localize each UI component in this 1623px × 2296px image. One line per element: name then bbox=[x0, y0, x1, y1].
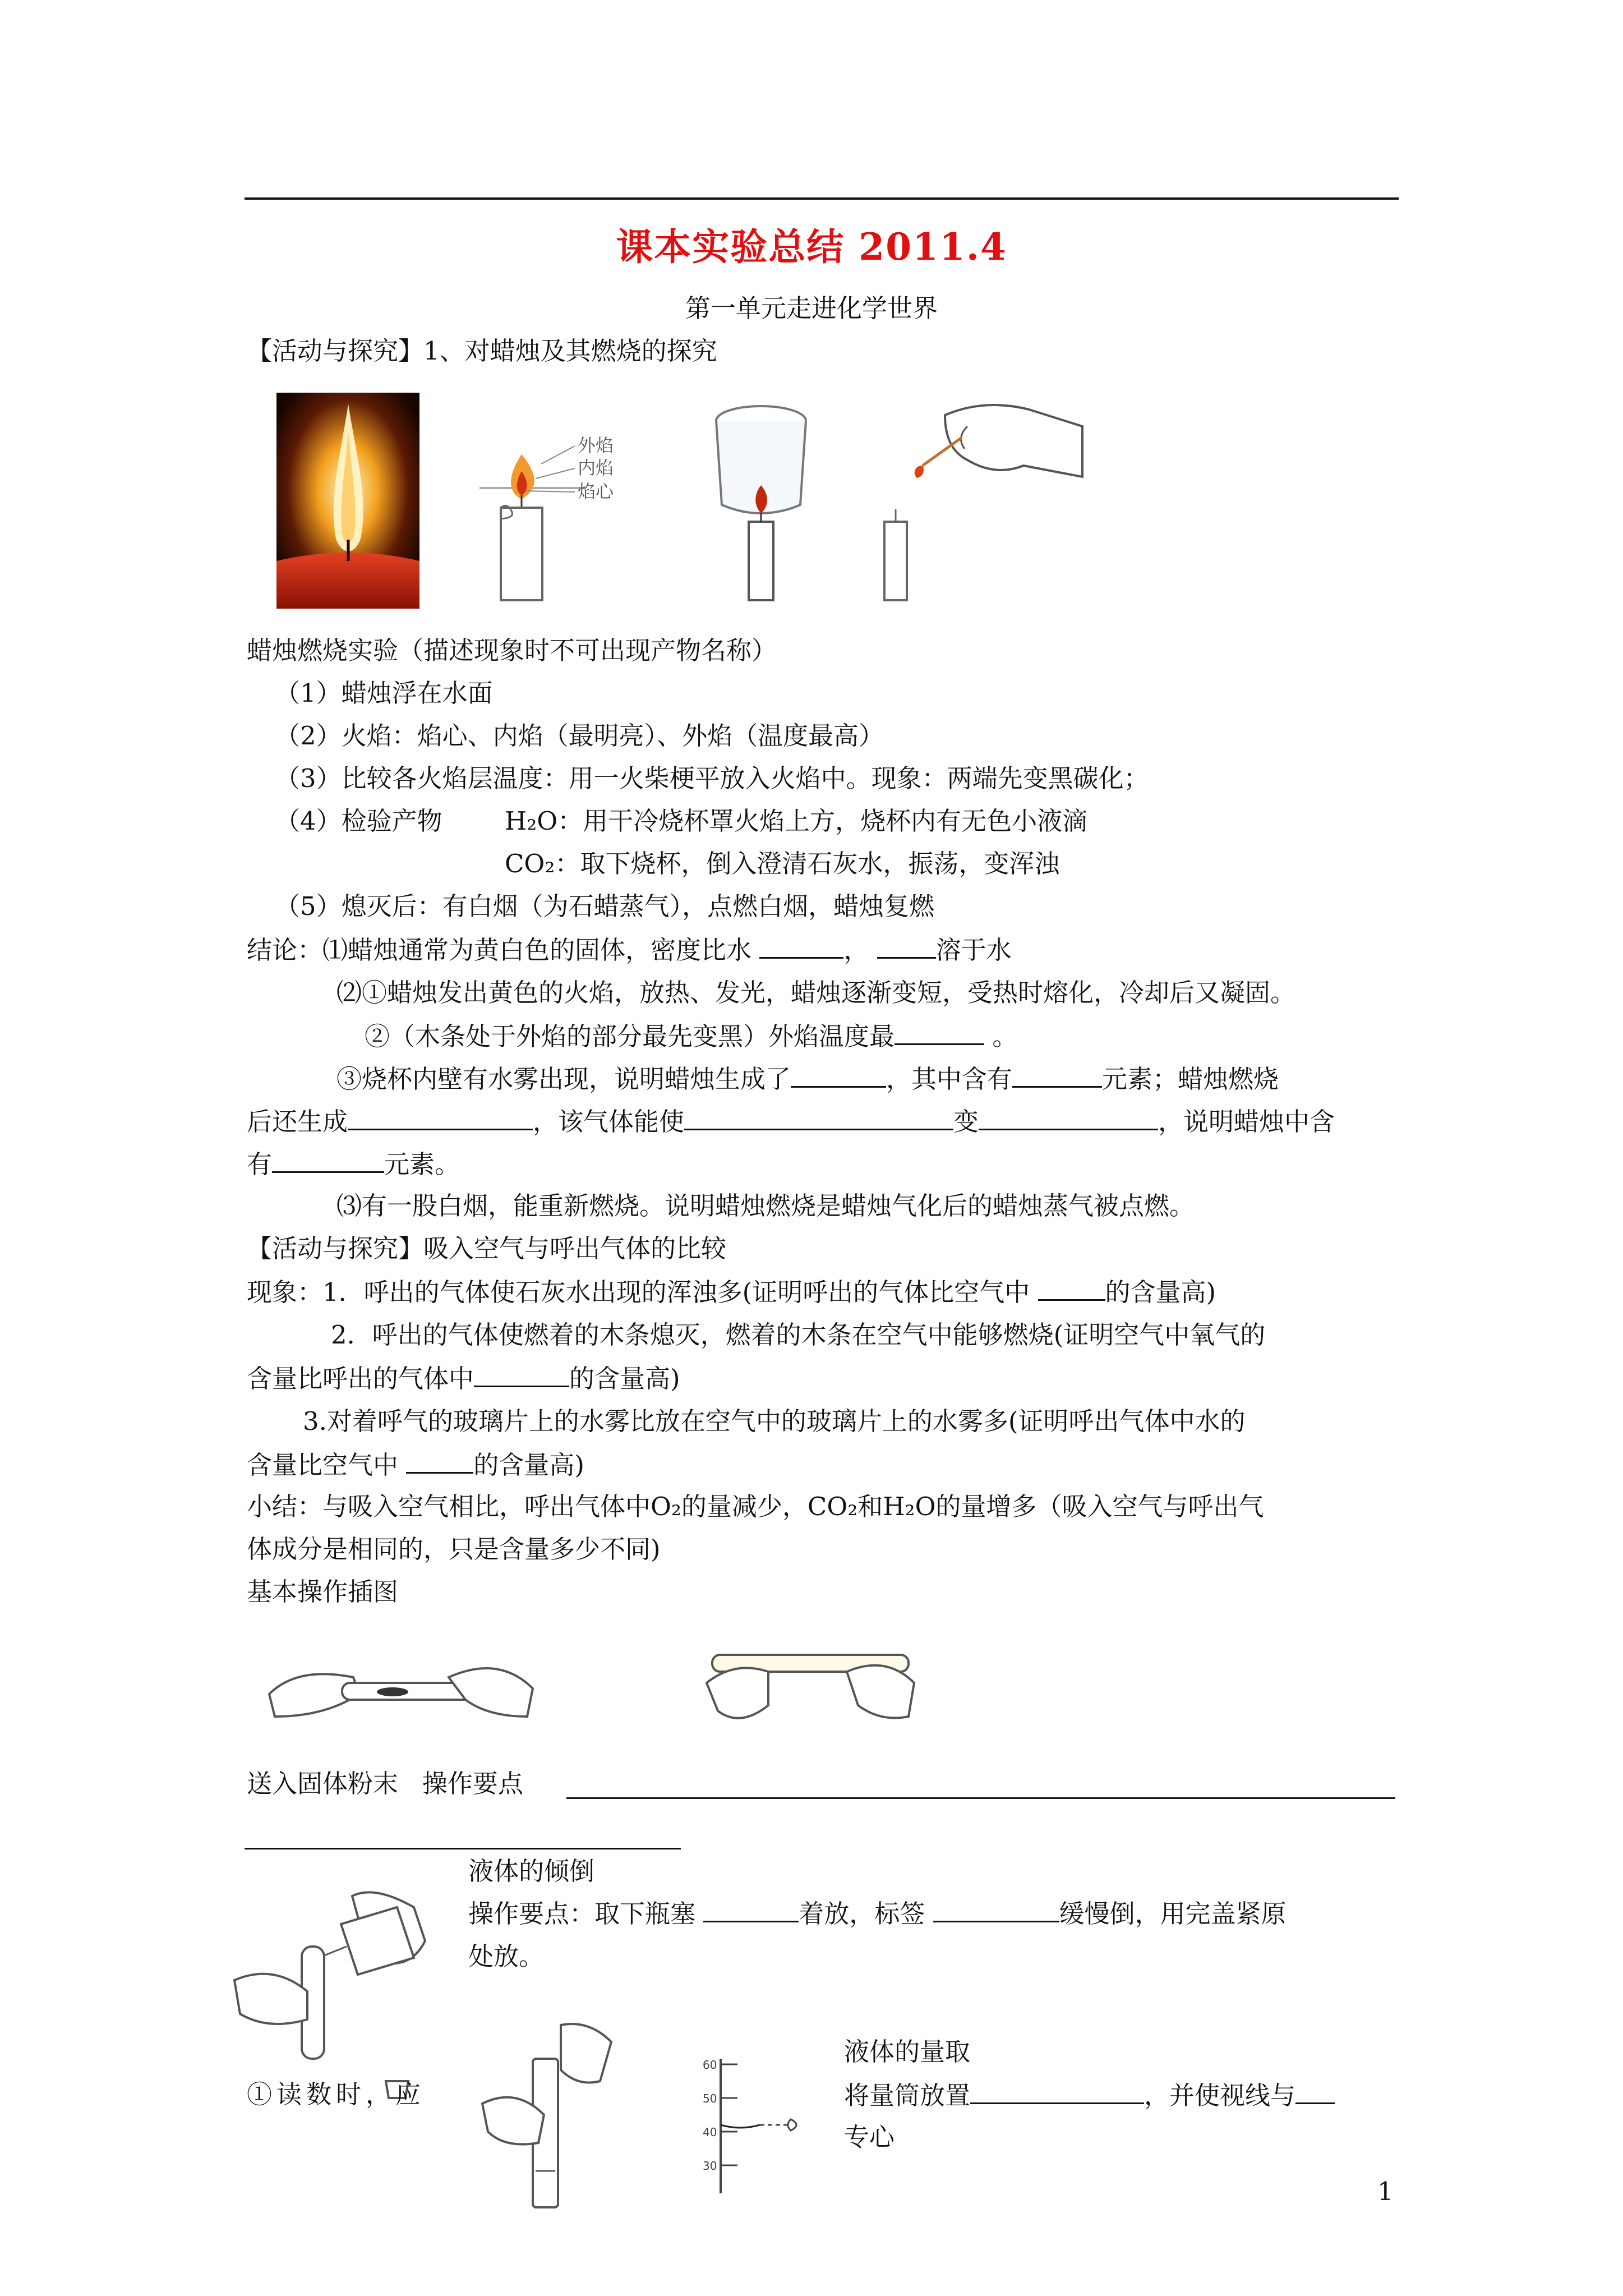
blank-density[interactable] bbox=[759, 932, 843, 959]
label-flame-core: 焰心 bbox=[578, 481, 614, 502]
test-tube-handling-diagram bbox=[701, 1632, 925, 1745]
beaker-over-candle-diagram bbox=[698, 393, 827, 606]
label-outer-flame: 外焰 bbox=[578, 435, 614, 456]
conclusion-3: ⑶有一股白烟，能重新燃烧。说明蜡烛燃烧是蜡烛气化后的蜡烛蒸气被点燃。 bbox=[336, 1191, 1195, 1221]
item-3: （3）比较各火焰层温度：用一火柴梗平放入火焰中。现象：两端先变黑碳化； bbox=[275, 763, 1149, 793]
section2-heading: 【活动与探究】吸入空气与呼出气体的比较 bbox=[247, 1234, 727, 1263]
conclusion-2c-line1: ③烧杯内壁有水雾出现，说明蜡烛生成了 ，其中含有 元素；蜡烛燃烧 bbox=[336, 1061, 1279, 1096]
item-1: （1）蜡烛浮在水面 bbox=[275, 678, 493, 708]
read-instruction: ①读数时，应 bbox=[247, 2079, 426, 2109]
phenomenon-3b: 含量比空气中 的含量高) bbox=[247, 1447, 584, 1482]
flame-layers-diagram bbox=[474, 412, 628, 606]
blank-gas-3[interactable] bbox=[406, 1447, 473, 1474]
section1-heading: 【活动与探究】1、对蜡烛及其燃烧的探究 bbox=[247, 336, 717, 366]
blank-product-water[interactable] bbox=[791, 1061, 886, 1088]
cylinder-scale-diagram bbox=[687, 2053, 810, 2193]
item-2: （2）火焰：焰心、内焰（最明亮）、外焰（温度最高） bbox=[275, 721, 884, 751]
phenomenon-2b: 含量比呼出的气体中 的含量高) bbox=[247, 1361, 680, 1396]
pour-text: 操作要点：取下瓶塞 着放，标签 缓慢倒，用完盖紧原 bbox=[468, 1896, 1287, 1931]
measure-title: 液体的量取 bbox=[844, 2037, 971, 2067]
blank-powder-points[interactable] bbox=[566, 1797, 1395, 1799]
pour-title: 液体的倾倒 bbox=[468, 1856, 595, 1886]
summary-b: 体成分是相同的，只是含量多少不同) bbox=[247, 1534, 661, 1564]
cylinder-mark-60: 60 bbox=[703, 2058, 717, 2072]
blank-gas-1[interactable] bbox=[1038, 1274, 1105, 1301]
section3-heading: 基本操作插图 bbox=[247, 1577, 399, 1607]
blank-label[interactable] bbox=[933, 1896, 1059, 1922]
page-number: 1 bbox=[1377, 2177, 1394, 2206]
page-title: 课本实验总结 2011.4 bbox=[616, 225, 1007, 269]
conclusion-2a: ⑵①蜡烛发出黄色的火焰，放热、发光，蜡烛逐渐变短，受热时熔化，冷却后又凝固。 bbox=[336, 978, 1296, 1007]
blank-stopper[interactable] bbox=[703, 1896, 799, 1922]
powder-insert-diagram bbox=[264, 1644, 538, 1728]
cylinder-mark-30: 30 bbox=[703, 2159, 717, 2173]
label-inner-flame: 内焰 bbox=[578, 457, 614, 478]
blank-powder-points-2[interactable] bbox=[245, 1848, 681, 1849]
candle-photo bbox=[276, 393, 419, 609]
blank-element-1[interactable] bbox=[1012, 1061, 1102, 1088]
phenomenon-1: 现象：1．呼出的气体使石灰水出现的浑浊多(证明呼出的气体比空气中 的含量高) bbox=[247, 1274, 1216, 1309]
measure-text: 将量筒放置 ，并使视线与 bbox=[844, 2078, 1335, 2113]
match-lighting-diagram bbox=[861, 393, 1085, 606]
item-5: （5）熄灭后：有白烟（为石蜡蒸气），点燃白烟，蜡烛复燃 bbox=[275, 891, 935, 921]
h2o-test: H₂O：用干冷烧杯罩火焰上方，烧杯内有无色小液滴 bbox=[505, 806, 1088, 836]
phenomenon-2a: 2．呼出的气体使燃着的木条熄灭，燃着的木条在空气中能够燃烧(证明空气中氧气的 bbox=[331, 1320, 1266, 1350]
cylinder-mark-40: 40 bbox=[703, 2125, 717, 2139]
blank-element-2[interactable] bbox=[272, 1147, 384, 1173]
pour-text-end: 处放。 bbox=[468, 1941, 545, 1971]
cylinder-mark-50: 50 bbox=[703, 2092, 717, 2105]
blank-reagent[interactable] bbox=[684, 1104, 953, 1130]
liquid-pouring-diagram bbox=[229, 1862, 442, 2104]
phenomenon-3a: 3.对着呼气的玻璃片上的水雾比放在空气中的玻璃片上的水雾多(证明呼出气体中水的 bbox=[303, 1406, 1246, 1436]
blank-product-gas[interactable] bbox=[348, 1104, 533, 1130]
conclusion-1: 结论：⑴蜡烛通常为黄白色的固体，密度比水 ， 溶于水 bbox=[247, 932, 1012, 967]
conclusion-2c-line3: 有 元素。 bbox=[247, 1147, 460, 1181]
blank-gas-2[interactable] bbox=[474, 1361, 569, 1387]
experiment-lead: 蜡烛燃烧实验（描述现象时不可出现产物名称） bbox=[247, 636, 777, 665]
header-rule bbox=[245, 197, 1399, 200]
conclusion-2b: ②（木条处于外焰的部分最先变黑）外焰温度最 。 bbox=[365, 1019, 1017, 1053]
blank-solubility[interactable] bbox=[877, 932, 936, 959]
blank-sightline[interactable] bbox=[1295, 2078, 1335, 2104]
item-4: （4）检验产物 bbox=[275, 806, 442, 836]
conclusion-2c-line2: 后还生成 ，该气体能使 变 ，说明蜡烛中含 bbox=[247, 1104, 1335, 1139]
blank-outer-flame-temp[interactable] bbox=[895, 1019, 984, 1045]
blank-cylinder-placement[interactable] bbox=[970, 2078, 1144, 2104]
summary-a: 小结：与吸入空气相比，呼出气体中O₂的量减少，CO₂和H₂O的量增多（吸入空气与呼出气 bbox=[247, 1492, 1264, 1521]
unit-subtitle: 第一单元走进化学世界 bbox=[685, 293, 938, 323]
measure-text-end: 专心 bbox=[844, 2122, 895, 2152]
blank-change[interactable] bbox=[979, 1104, 1158, 1130]
cylinder-pouring-diagram bbox=[477, 2019, 634, 2210]
powder-label: 送入固体粉末 操作要点 bbox=[247, 1769, 523, 1798]
co2-test: CO₂：取下烧杯，倒入澄清石灰水，振荡，变浑浊 bbox=[505, 849, 1060, 878]
